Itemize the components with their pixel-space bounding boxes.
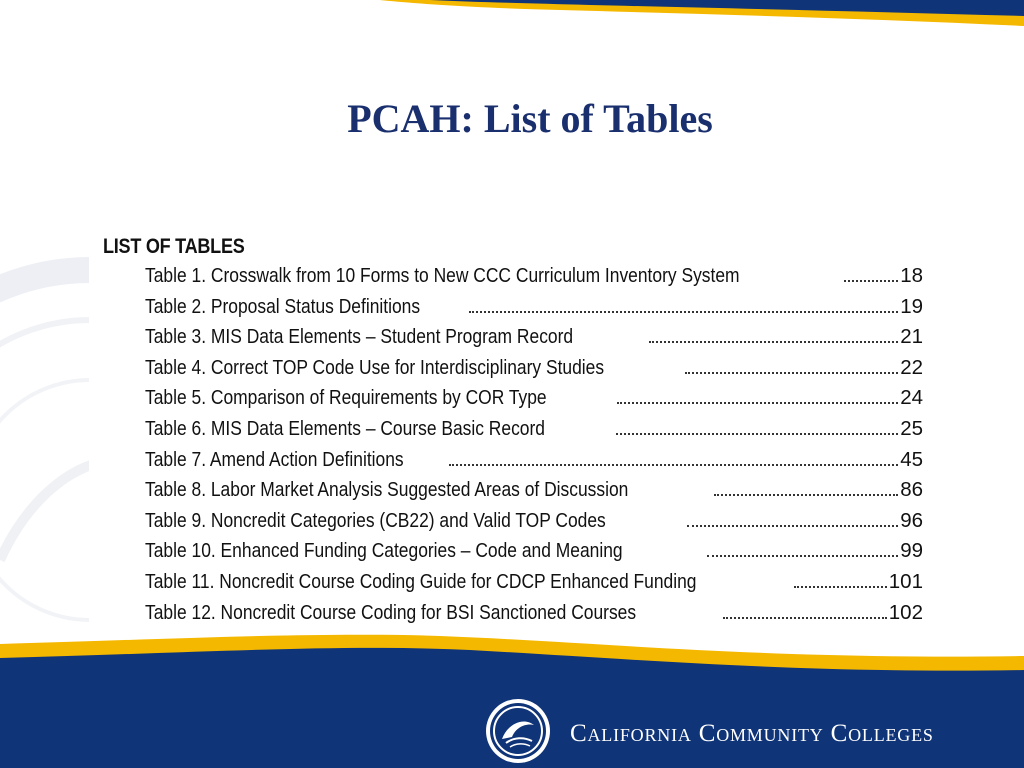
toc-entry-label: Table 1. Crosswalk from 10 Forms to New CCC Curriculum Inventory System (145, 264, 740, 287)
toc-entry-label: Table 2. Proposal Status Definitions (145, 294, 421, 318)
toc-entry (145, 356, 923, 387)
toc-entry (145, 325, 923, 356)
toc-entry (145, 386, 923, 417)
toc-entry-page: 86 (900, 478, 923, 502)
toc-entry-page: 102 (888, 600, 923, 624)
dot-leader (617, 402, 898, 404)
toc-entry-page: 99 (900, 539, 923, 563)
toc-entry (145, 295, 923, 326)
toc-entry-page: 101 (888, 569, 923, 593)
toc-entry-label: Table 4. Correct TOP Code Use for Interdisciplinary Studies (145, 355, 605, 379)
toc-entry-page: 19 (900, 294, 923, 318)
slide-title: PCAH: List of Tables (347, 96, 713, 141)
toc-entry (145, 509, 923, 540)
toc-entry (145, 448, 923, 479)
dot-leader (714, 494, 899, 496)
toc-entry-label: Table 11. Noncredit Course Coding Guide for CDCP Enhanced Funding (145, 569, 697, 593)
toc-entry-label: Table 6. MIS Data Elements – Course Basic Record (145, 416, 545, 440)
toc-entry-page: 22 (900, 355, 923, 379)
toc-entry (145, 264, 923, 295)
dot-leader (723, 617, 887, 619)
toc-entry (145, 601, 923, 632)
list-of-tables-heading: LIST OF TABLES (103, 235, 245, 258)
dot-leader (707, 555, 898, 557)
toc-entry-label: Table 3. MIS Data Elements – Student Program Record (145, 325, 574, 349)
toc-entry-page: 96 (900, 508, 923, 532)
toc-entry (145, 539, 923, 570)
ccc-seal-icon (484, 697, 552, 765)
table-list (145, 264, 923, 631)
toc-entry (145, 570, 923, 601)
toc-entry-label: Table 5. Comparison of Requirements by COR Type (145, 386, 547, 410)
toc-entry-page: 21 (900, 325, 923, 349)
dot-leader (844, 280, 898, 282)
dot-leader (649, 341, 899, 343)
toc-entry-label: Table 8. Labor Market Analysis Suggested Areas of Discussion (145, 478, 629, 502)
dot-leader (469, 311, 899, 313)
dot-leader (616, 433, 899, 435)
toc-entry-label: Table 9. Noncredit Categories (CB22) and Valid TOP Codes (145, 508, 606, 532)
list-of-tables-panel (89, 205, 934, 650)
toc-entry-label: Table 12. Noncredit Course Coding for BSI Sanctioned Courses (145, 600, 637, 624)
toc-entry-page: 18 (900, 264, 923, 287)
toc-entry-label: Table 10. Enhanced Funding Categories – Code and Meaning (145, 539, 623, 563)
toc-entry (145, 478, 923, 509)
footer-brand-name: California Community Colleges (570, 720, 934, 747)
dot-leader (794, 586, 887, 588)
ccc-logo (484, 697, 552, 765)
toc-entry-page: 45 (900, 447, 923, 471)
dot-leader (449, 464, 898, 466)
dot-leader (685, 372, 898, 374)
toc-entry-page: 24 (900, 386, 923, 410)
toc-entry-label: Table 7. Amend Action Definitions (145, 447, 404, 471)
toc-entry (145, 417, 923, 448)
toc-entry-page: 25 (900, 416, 923, 440)
top-wave-band (0, 0, 1024, 60)
dot-leader (687, 525, 898, 527)
